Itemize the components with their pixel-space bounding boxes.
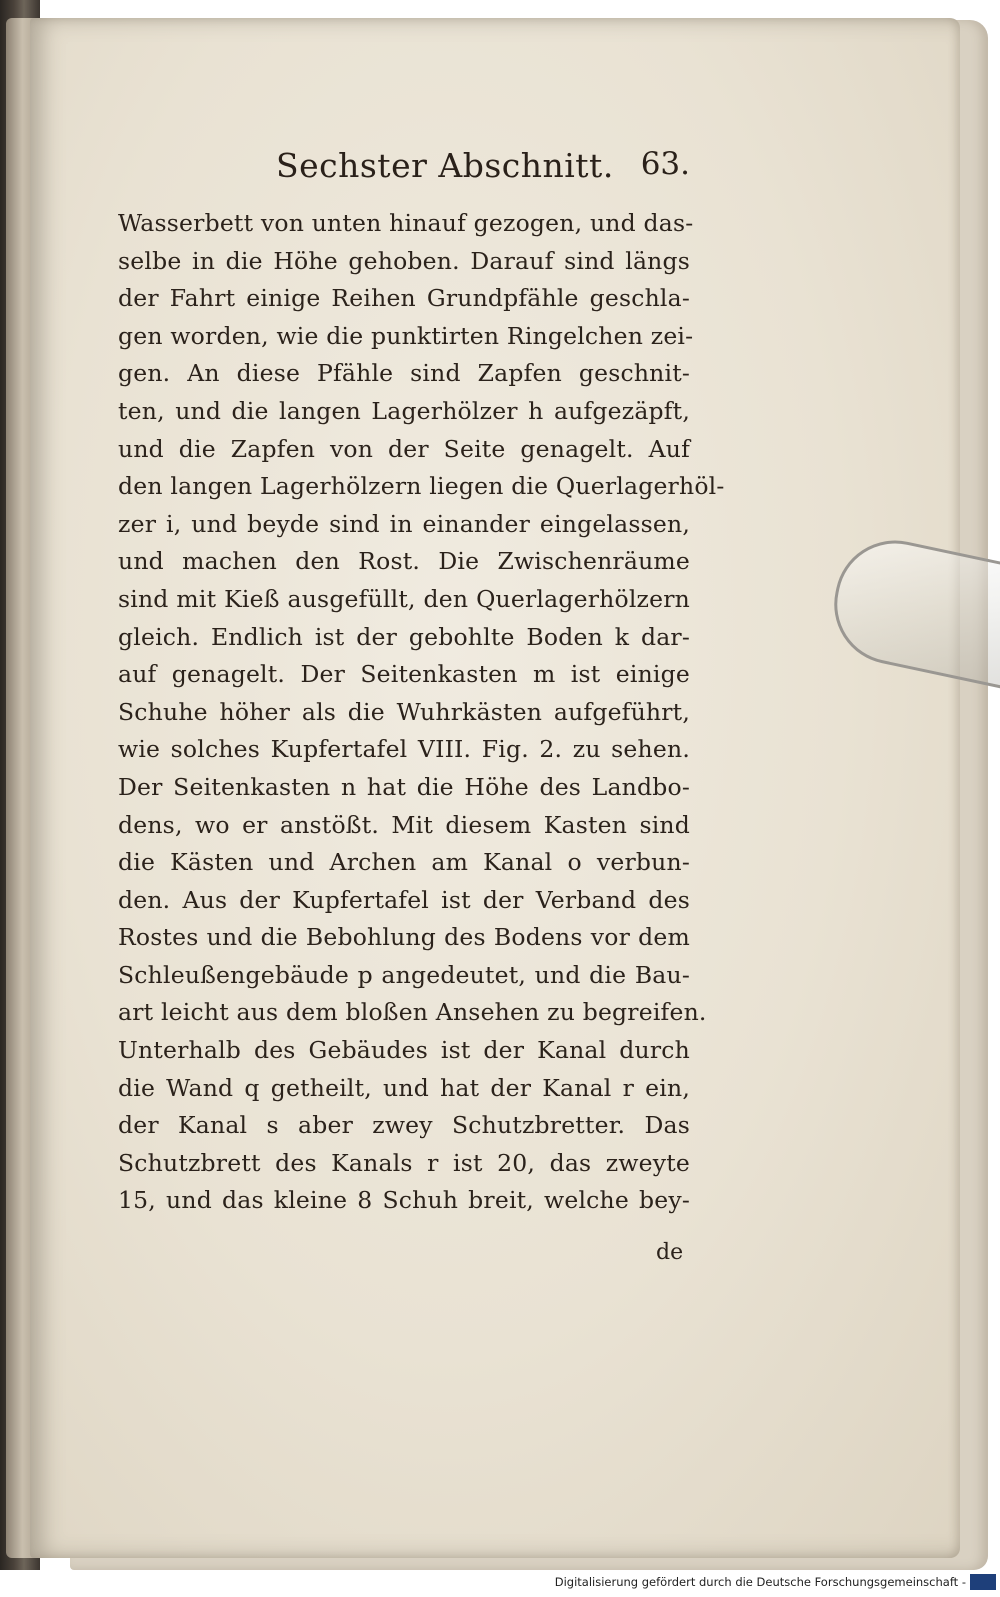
text-line: Der Seitenkasten n hat die Höhe des Landbo-	[118, 772, 690, 801]
text-line: art leicht aus dem bloßen Ansehen zu begreifen.	[118, 998, 707, 1027]
text-line: sind mit Kieß ausgefüllt, den Querlagerhölzern	[118, 584, 690, 613]
digitization-footer	[0, 1572, 1000, 1597]
text-line: und machen den Rost. Die Zwischenräume	[118, 547, 690, 576]
text-line: dens, wo er anstößt. Mit diesem Kasten sind	[118, 810, 690, 839]
text-line: die Wand q getheilt, und hat der Kanal r ein,	[118, 1073, 690, 1102]
text-line: wie solches Kupfertafel VIII. Fig. 2. zu sehen.	[118, 735, 690, 764]
text-line: den langen Lagerhölzern liegen die Querlagerhöl-	[118, 472, 725, 501]
page-header	[130, 146, 690, 198]
text-line: Schutzbrett des Kanals r ist 20, das zweyte	[118, 1148, 690, 1177]
text-line: Rostes und die Bebohlung des Bodens vor dem	[118, 923, 690, 952]
text-line: zer i, und beyde sind in einander eingelassen,	[118, 509, 690, 538]
text-line: der Kanal s aber zwey Schutzbretter. Das	[118, 1111, 690, 1140]
dfg-logo	[970, 1574, 996, 1590]
text-line: ten, und die langen Lagerhölzer h aufgezäpft,	[118, 396, 690, 425]
text-line: gleich. Endlich ist der gebohlte Boden k dar-	[118, 622, 690, 651]
text-line: Schleußengebäude p angedeutet, und die Bau-	[118, 960, 690, 989]
text-line: gen. An diese Pfähle sind Zapfen geschnit-	[118, 359, 690, 388]
text-line: selbe in die Höhe gehoben. Darauf sind längs	[118, 246, 690, 275]
catchword: de	[656, 1240, 684, 1265]
text-line: Unterhalb des Gebäudes ist der Kanal durch	[118, 1036, 690, 1065]
text-line: und die Zapfen von der Seite genagelt. Auf	[118, 434, 690, 463]
body-text	[118, 205, 725, 1220]
text-line: 15, und das kleine 8 Schuh breit, welche bey-	[118, 1186, 690, 1215]
text-line: den. Aus der Kupfertafel ist der Verband des	[118, 885, 690, 914]
page-number: 63.	[640, 146, 690, 182]
text-line: der Fahrt einige Reihen Grundpfähle geschla-	[118, 284, 690, 313]
book-page	[30, 18, 960, 1558]
text-line: auf genagelt. Der Seitenkasten m ist einige	[118, 660, 690, 689]
running-title: Sechster Abschnitt.	[276, 146, 614, 185]
text-line: Schuhe höher als die Wuhrkästen aufgeführt,	[118, 697, 690, 726]
dfg-credit-text: Digitalisierung gefördert durch die Deutsche Forschungsgemeinschaft -	[554, 1575, 966, 1589]
text-line: gen worden, wie die punktirten Ringelchen zei-	[118, 321, 694, 350]
text-line: die Kästen und Archen am Kanal o verbun-	[118, 848, 690, 877]
text-line: Wasserbett von unten hinauf gezogen, und das-	[118, 209, 694, 237]
